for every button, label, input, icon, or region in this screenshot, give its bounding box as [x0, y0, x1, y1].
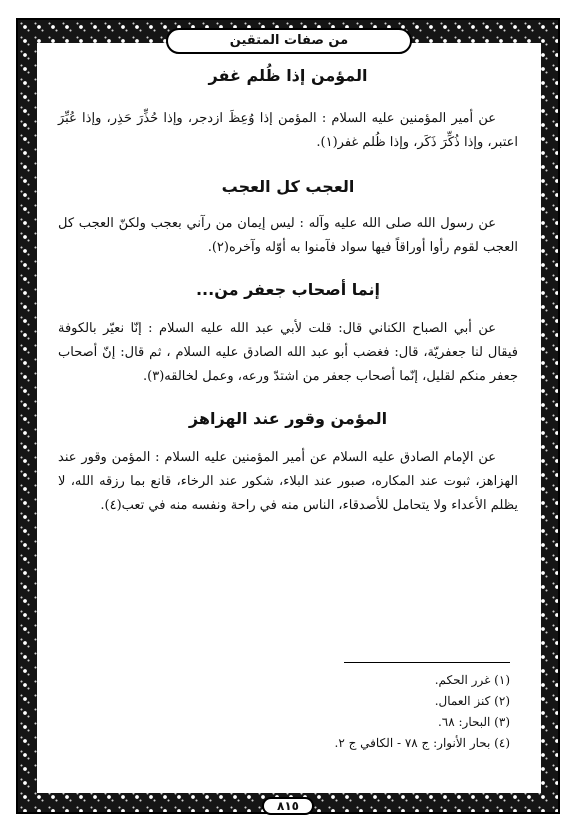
main-content [58, 58, 518, 518]
section-title: المؤمن إذا ظُلم غفر [208, 66, 368, 85]
footnote-item: (٤) بحار الأنوار: ج ٧٨ - الكافي ج ٢. [334, 736, 510, 750]
footnote-item: (١) غرر الحكم. [434, 673, 510, 687]
footnotes-list [90, 670, 510, 754]
footnote-item: (٣) البحار: ٦٨. [437, 715, 510, 729]
page-number-value: ٨١٥ [277, 799, 299, 813]
section-title: المؤمن وقور عند الهزاهز [188, 409, 388, 428]
running-header-title: من صفات المتقين [229, 33, 349, 48]
section-paragraph: عن أمير المؤمنين عليه السلام : المؤمن إذا وُعِظَ ازدجر، وإذا حُذِّرَ حَذِر، وإذا عُبِّرَ اعتبر، وإذا ذُكِّرَ ذَكَر، وإذا ظُلم غفر(١). [58, 111, 518, 150]
page-number [262, 797, 314, 815]
section-paragraph: عن رسول الله صلى الله عليه وآله : ليس إيمان من رآني بعجب ولكنّ العجب كل العجب لقوم رأوا أوراقاً فيها سواد فآمنوا به أوّله وآخره(٢). [58, 216, 518, 255]
section-paragraph: عن أبي الصباح الكناني قال: قلت لأبي عبد الله عليه السلام : إنّا نعيّر بالكوفة فيقال لنا جعفريّة، قال: فغضب أبو عبد الله الصادق عليه السلام ، ثم قال: إنّ أصحاب جعفر منكم لقليل، إنّما أصحاب جعفر من اشتدّ ورعه، وعمل لخالقه(٣). [58, 321, 518, 384]
footnote-item: (٢) كنز العمال. [434, 694, 510, 708]
section-title: العجب كل العجب [221, 177, 355, 196]
footnote-separator [344, 662, 510, 663]
running-header [166, 28, 412, 54]
section-paragraph: عن الإمام الصادق عليه السلام عن أمير المؤمنين عليه السلام : المؤمن وقور عند الهزاهز، ثبوت عند المكاره، صبور عند البلاء، شكور عند الرخاء، قانع بما رزقه الله، لا يظلم الأعداء ولا يتحامل للأصدقاء، الناس منه في راحة ونفسه منه في تعب(٤). [58, 450, 518, 513]
section-title: إنما أصحاب جعفر من... [195, 280, 381, 299]
